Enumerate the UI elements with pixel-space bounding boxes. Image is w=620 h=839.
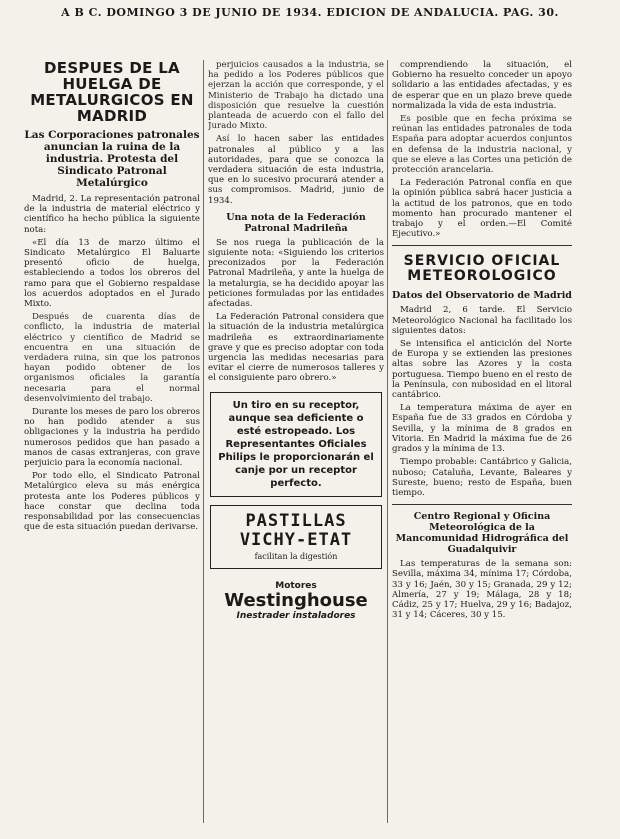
vichy-ad-tagline: facilitan la digestión	[254, 551, 338, 561]
section-rule	[392, 245, 572, 246]
article-paragraph: Así lo hacen saber las entidades patronales al público y a las autoridades, para que se conozca la verdadera situación de esta industria, que en lo sucesivo procurará atender a sus compromisos. Madrid, junio de 1934.	[208, 134, 384, 206]
article-paragraph: Madrid, 2. La representación patronal de la industria de material eléctrico y científico ha hecho pública la siguiente nota:	[24, 194, 200, 235]
article-paragraph: La Federación Patronal considera que la situación de la industria metalúrgica madrileña es extraordinariamente grave y que es preciso adoptar con toda urgencia las medidas necesarias para evitar el cierre de numerosos talleres y el consiguiente paro obrero.»	[208, 312, 384, 384]
article-paragraph: Tiempo probable: Cantábrico y Galicia, nuboso; Cataluña, Levante, Baleares y Sureste, bueno; resto de España, buen tiempo.	[392, 457, 572, 498]
weather-headline: SERVICIO OFICIAL METEOROLOGICO	[403, 253, 561, 285]
article-paragraph: comprendiendo la situación, el Gobierno ha resuelto conceder un apoyo solidario a las entidades afectadas, y es de esperar que en un plazo breve quede normalizada la vida de esta industria.	[392, 60, 572, 111]
vichy-ad	[210, 505, 382, 569]
page-header: A B C. DOMINGO 3 DE JUNIO DE 1934. EDICION DE ANDALUCIA. PAG. 30.	[61, 6, 559, 19]
column-middle	[208, 60, 384, 823]
column-right	[392, 60, 572, 823]
article-paragraph: Es posible que en fecha próxima se reúnan las entidades patronales de toda España para adoptar acuerdos conjuntos en defensa de la industria nacional, y que se eleve a las Cortes una petición de protección arancelaria.	[392, 114, 572, 176]
weather-subhead: Datos del Observatorio de Madrid	[392, 290, 572, 302]
article-paragraph: Las temperaturas de la semana son: Sevilla, máxima 34, mínima 17; Córdoba, 33 y 16; Jaén, 30 y 15; Granada, 29 y 12; Almería, 27 y 19; Málaga, 28 y 18; Cádiz, 25 y 17; Huelva, 29 y 16; Badajoz, 31 y 14; Cáceres, 30 y 15.	[392, 559, 572, 621]
article-paragraph: La temperatura máxima de ayer en España fue de 33 grados en Córdoba y Sevilla, y la mínima de 8 grados en Vitoria. En Madrid la máxima fue de 26 grados y la mínima de 13.	[392, 403, 572, 455]
regional-weather-subhead: Centro Regional y Oficina Meteorológica de la Mancomunidad Hidrográfica del Guadalquivir	[395, 511, 569, 556]
philips-ad: Un tiro en su receptor, aunque sea deficiente o esté estropeado. Los Representantes Oficiales Philips le proporcionarán el canje por un receptor perfecto.	[210, 392, 382, 497]
column-left	[24, 60, 200, 823]
section-rule	[392, 504, 572, 505]
column-divider	[387, 60, 388, 823]
column-divider	[203, 60, 204, 823]
article-paragraph: Madrid 2, 6 tarde. El Servicio Meteorológico Nacional ha facilitado los siguientes datos:	[392, 305, 572, 336]
article-paragraph: Se intensifica el anticiclón del Norte de Europa y se extienden las presiones altas sobre las Azores y la costa portuguesa. Tiempo bueno en el resto de la Península, con nubosidad en el litoral cantábrico.	[392, 339, 572, 401]
westinghouse-ad	[210, 577, 382, 625]
article-paragraph: «El día 13 de marzo último el Sindicato Metalúrgico El Baluarte presentó oficio de huelga, estableciendo a todos los obreros del ramo para que el Gobierno respaldase los acuerdos adoptados en el Jurado Mixto.	[24, 237, 200, 310]
article-paragraph: perjuicios causados a la industria, se ha pedido a los Poderes públicos que ejerzan la acción que corresponde, y el Ministerio de Trabajo ha dictado una disposición que resuelve la cuestión planteada de acuerdo con el fallo del Jurado Mixto.	[208, 60, 384, 132]
article-paragraph: La Federación Patronal confía en que la opinión pública sabrá hacer justicia a la actitud de los patronos, que en todo momento han procurado mantener el trabajo y el orden.—El Comité Ejecutivo.»	[392, 178, 572, 240]
article-subhead: Una nota de la Federación Patronal Madrileña	[226, 211, 366, 234]
article-paragraph: Por todo ello, el Sindicato Patronal Metalúrgico eleva su más enérgica protesta ante los Poderes públicos y hace constar que declina toda responsabilidad por las consecuencias que de esta situación puedan derivarse.	[24, 471, 200, 533]
article-paragraph: Después de cuarenta días de conflicto, la industria de material eléctrico y científico de Madrid se encuentra en una situación de verdadera ruina, sin que los patronos hayan podido obtener de los organismos oficiales la garantía necesaria para el normal desenvolvimiento del trabajo.	[24, 312, 200, 404]
article-deck: Las Corporaciones patronales anuncian la ruina de la industria. Protesta del Sindicato Patronal Metalúrgico	[24, 129, 200, 189]
westinghouse-ad-line3: Inestrader instaladores	[236, 611, 356, 622]
vichy-ad-line1: PASTILLAS	[245, 510, 347, 531]
westinghouse-ad-brand: Westinghouse	[224, 590, 368, 612]
vichy-ad-line2: VICHY-ETAT	[239, 529, 353, 550]
article-paragraph: Durante los meses de paro los obreros no han podido atender a sus obligaciones y la industria ha perdido numerosos pedidos que han pasado a manos de casas extranjeras, con grave perjuicio para la economía nacional.	[24, 407, 200, 469]
article-paragraph: Se nos ruega la publicación de la siguiente nota: «Siguiendo los criterios preconizados por la Federación Patronal Madrileña, y ante la huelga de la metalurgia, se ha decidido apoyar las peticiones formuladas por las entidades afectadas.	[208, 237, 384, 310]
article-headline: DESPUES DE LA HUELGA DE METALURGICOS EN MADRID	[30, 60, 194, 125]
westinghouse-ad-line1: Motores	[275, 580, 317, 591]
